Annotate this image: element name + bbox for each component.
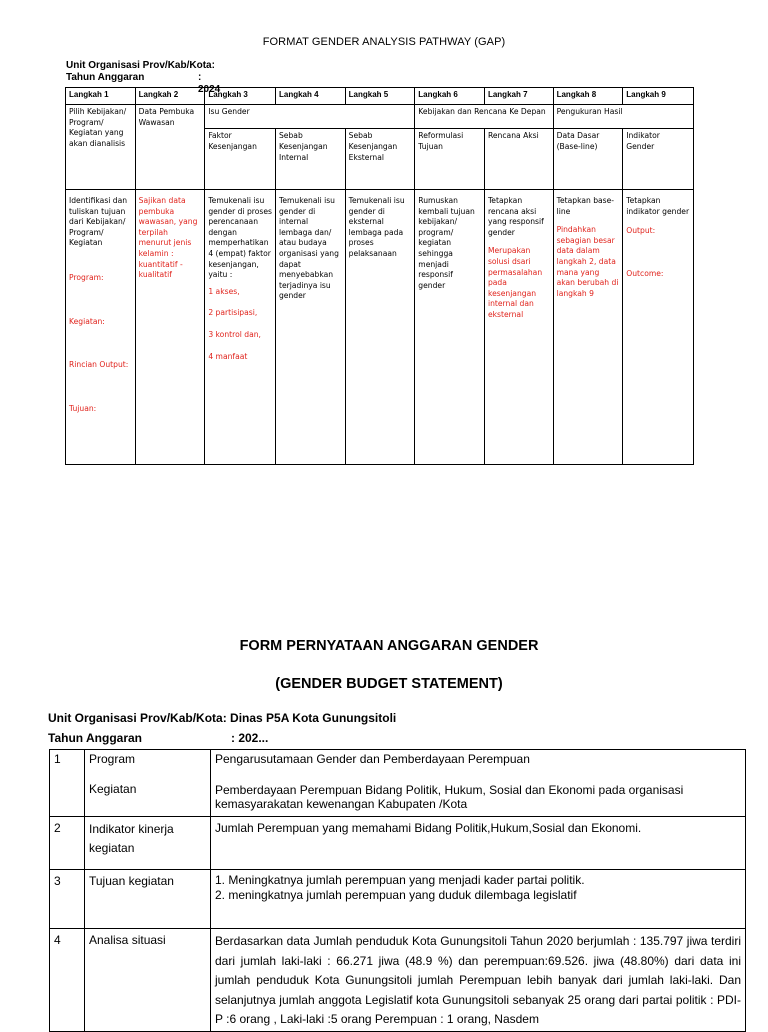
gbs-row-analisa — [50, 929, 746, 1032]
gap-r3-c8 — [553, 190, 623, 465]
gap-r3-item-kontrol: 3 kontrol dan, — [208, 329, 261, 339]
gap-r3-c9 — [623, 190, 694, 465]
gbs-no-kegiatan — [50, 780, 85, 817]
gap-header-6: Langkah 6 — [415, 88, 485, 105]
gbs-value-analisa: Berdasarkan data Jumlah penduduk Kota Gunungsitoli Tahun 2020 berjumlah : 135.797 jiwa terdiri dari jumlah laki-laki : 66.271 jiwa (48.9 %) dan perempuan:69.526. jiwa (48.80%) dari data ini jumlah penduduk Kota Gunungsitoli jumlah Perempuan lebih banyak dari jumlah laki-laki. Dan selanjutnya jumlah anggota Legislatif kota Gunungsitoli sebanyak 25 orang dari partai politik : PDI-P :6 orang , Laki-laki :5 orang Perempuan : 1 orang, Nasdem — [211, 929, 746, 1032]
gap-r3-c9-text: Tetapkan indikator gender — [626, 196, 690, 216]
gap-unit-label: Unit Organisasi Prov/Kab/Kota: — [66, 60, 215, 71]
gbs-no-2: 2 — [50, 817, 85, 870]
gap-r3-item-manfaat: 4 manfaat — [208, 351, 248, 361]
gbs-tujuan-item-1: 1. Meningkatnya jumlah perempuan yang menjadi kader partai politik. — [215, 873, 585, 887]
gap-header-7: Langkah 7 — [484, 88, 553, 105]
gbs-row-kegiatan — [50, 780, 746, 817]
gbs-label-tujuan: Tujuan kegiatan — [85, 870, 211, 929]
gap-indikator: Indikator Gender — [623, 129, 694, 190]
gbs-title: FORM PERNYATAAN ANGGARAN GENDER — [239, 638, 539, 654]
gbs-label-indikator: Indikator kinerja kegiatan — [85, 817, 211, 870]
gap-isu-gender: Isu Gender — [205, 105, 415, 129]
gap-table — [65, 87, 694, 465]
gap-r3-tujuan: Tujuan: — [69, 403, 97, 413]
gbs-no-3: 3 — [50, 870, 85, 929]
gap-r3-c2: Sajikan data pembuka wawasan, yang terpilah menurut jenis kelamin : kuantitatif - kualitatif — [135, 190, 205, 465]
gbs-no-4: 4 — [50, 929, 85, 1032]
gbs-table — [49, 749, 746, 1032]
gap-r3-c1-text: Identifikasi dan tuliskan tujuan dari Kebijakan/ Program/ Kegiatan — [69, 196, 128, 248]
gbs-tahun-label: Tahun Anggaran — [48, 731, 142, 745]
gbs-subtitle: (GENDER BUDGET STATEMENT) — [275, 676, 503, 692]
gbs-row-indikator — [50, 817, 746, 870]
gap-r3-item-partisipasi: 2 partisipasi, — [208, 308, 258, 318]
gap-header-row — [66, 88, 694, 105]
gap-r3-output: Output: — [626, 226, 656, 236]
gap-r3-kegiatan: Kegiatan: — [69, 316, 105, 326]
gap-sebab-eksternal: Sebab Kesenjangan Eksternal — [345, 129, 415, 190]
gap-sebab-internal: Sebab Kesenjangan Internal — [275, 129, 345, 190]
gap-header-3: Langkah 3 — [205, 88, 276, 105]
gap-tahun-value: : 2024 — [198, 72, 221, 95]
gap-r3-c3 — [205, 190, 276, 465]
gap-r3-program: Program: — [69, 272, 104, 282]
gbs-tahun-block — [48, 731, 308, 746]
gap-data-dasar: Data Dasar (Base-line) — [553, 129, 623, 190]
gap-kebijakan: Kebijakan dan Rencana Ke Depan — [415, 105, 553, 129]
gap-header-8: Langkah 8 — [553, 88, 623, 105]
gap-r3-c1 — [66, 190, 136, 465]
gbs-unit: Unit Organisasi Prov/Kab/Kota: Dinas P5A Kota Gunungsitoli — [48, 711, 397, 725]
gbs-row-program — [50, 750, 746, 781]
gap-r3-c4: Temukenali isu gender di internal lembaga dan/ atau budaya organisasi yang dapat menyebabkan terjadinya isu gender — [275, 190, 345, 465]
gbs-tahun-value: : 202... — [231, 731, 269, 745]
gap-r3-c8-text: Tetapkan base-line — [556, 196, 615, 216]
gap-c2-data: Data Pembuka Wawasan — [135, 105, 205, 190]
gap-reformulasi: Reformulasi Tujuan — [415, 129, 485, 190]
gap-rencana-aksi: Rencana Aksi — [484, 129, 553, 190]
gbs-label-program: Program — [85, 750, 211, 781]
gap-r3-c8-red: Pindahkan sebagian besar data dalam langkah 2, data mana yang akan berubah di langkah 9 — [556, 225, 619, 298]
gap-faktor: Faktor Kesenjangan — [205, 129, 276, 190]
gap-r3-c7 — [484, 190, 553, 465]
gap-r3-c7-red: Merupakan solusi dsari permasalahan pada kesenjangan internal dan eksternal — [487, 246, 543, 319]
gbs-row-tujuan — [50, 870, 746, 929]
gbs-label-analisa: Analisa situasi — [85, 929, 211, 1032]
gap-header-9: Langkah 9 — [623, 88, 694, 105]
gap-r3-item-akses: 1 akses, — [208, 286, 240, 296]
gap-r3-c7-text: Tetapkan rencana aksi yang responsif gender — [487, 196, 544, 237]
gap-r3-rincian: Rincian Output: — [69, 360, 129, 370]
gbs-value-indikator: Jumlah Perempuan yang memahami Bidang Politik,Hukum,Sosial dan Ekonomi. — [211, 817, 746, 870]
gap-header-5: Langkah 5 — [345, 88, 415, 105]
gbs-no-1: 1 — [50, 750, 85, 781]
gap-row-1 — [66, 105, 694, 129]
gap-r3-outcome: Outcome: — [626, 268, 664, 278]
gap-c1-pilih: Pilih Kebijakan/ Program/ Kegiatan yang akan dianalisis — [66, 105, 136, 190]
gbs-label-kegiatan: Kegiatan — [85, 780, 211, 817]
gbs-value-tujuan — [211, 870, 746, 929]
gap-header-2: Langkah 2 — [135, 88, 205, 105]
gap-r3-c5: Temukenali isu gender di eksternal lembaga pada proses pelaksanaan — [345, 190, 415, 465]
gap-row-3 — [66, 190, 694, 465]
gap-r3-c6: Rumuskan kembali tujuan kebijakan/ program/ kegiatan sehingga menjadi responsif gender — [415, 190, 485, 465]
gap-pengukuran: Pengukuran Hasil — [553, 105, 693, 129]
gap-header-1: Langkah 1 — [66, 88, 136, 105]
gap-tahun-label: Tahun Anggaran — [66, 72, 145, 83]
gbs-value-program: Pengarusutamaan Gender dan Pemberdayaan Perempuan — [211, 750, 746, 781]
gbs-value-kegiatan: Pemberdayaan Perempuan Bidang Politik, Hukum, Sosial dan Ekonomi pada organisasi kemasyarakatan kewenangan Kabupaten /Kota — [211, 780, 746, 817]
gap-r3-c3-text: Temukenali isu gender di proses perencanaan dengan memperhatikan 4 (empat) faktor kesenjangan, yaitu : — [208, 196, 272, 280]
gbs-tujuan-item-2: 2. meningkatnya jumlah perempuan yang duduk dilembaga legislatif — [215, 888, 577, 902]
gap-title: FORMAT GENDER ANALYSIS PATHWAY (GAP) — [262, 36, 506, 48]
gap-header-4: Langkah 4 — [275, 88, 345, 105]
